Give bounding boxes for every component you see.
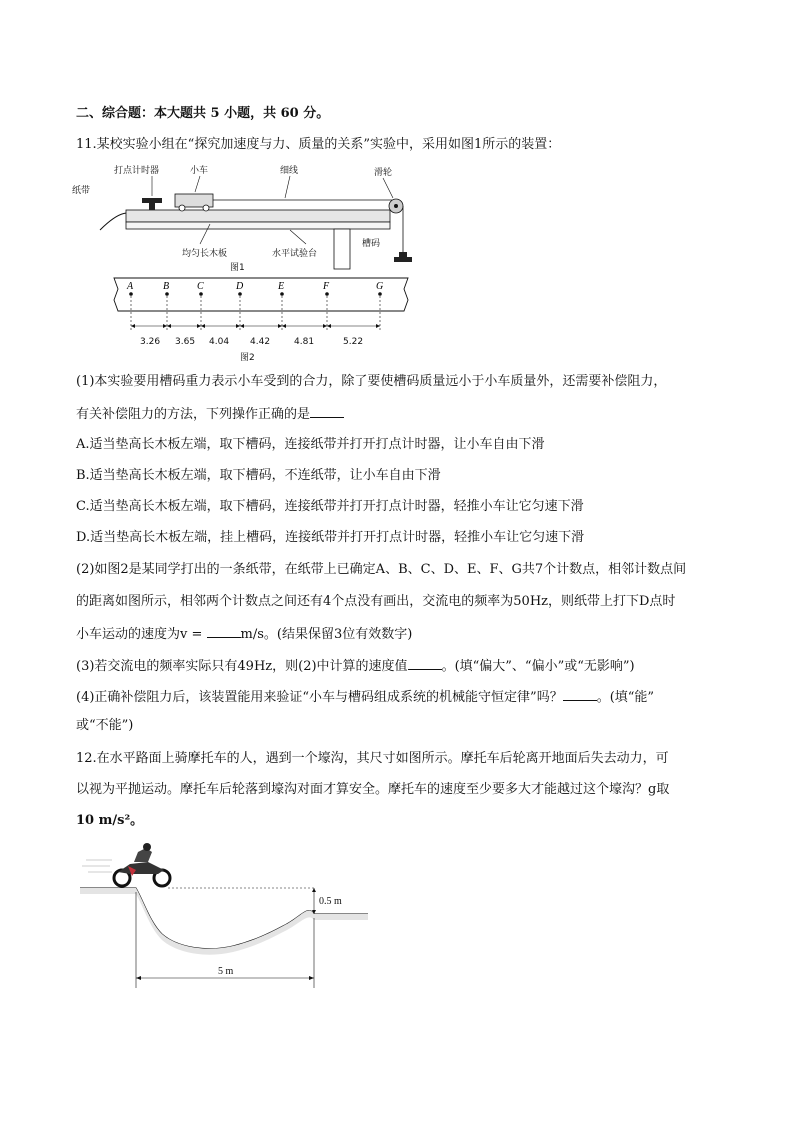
point-D [238, 292, 242, 296]
long-board [126, 210, 390, 222]
q11-part4b: 。(填“能” [596, 690, 655, 705]
weight-top [399, 252, 407, 257]
point-label-B: B [163, 281, 170, 292]
q11-part4-line2: 或“不能”) [76, 718, 134, 733]
point-A [129, 292, 133, 296]
q11-part2-line1: (2)如图2是某同学打出的一条纸带，在纸带上已确定A、B、C、D、E、F、G共7个计数点，相邻计数点间 [76, 562, 687, 577]
point-B [165, 292, 169, 296]
q11-part1-line2-wrap [76, 405, 344, 423]
table-top [126, 222, 390, 229]
option-d: D.适当垫高长木板左端，挂上槽码，连接纸带并打开打点计时器，轻推小车让它匀速下滑 [76, 530, 585, 545]
label-table: 水平试验台 [272, 249, 318, 259]
option-c: C.适当垫高长木板左端，取下槽码，连接纸带并打开打点计时器，轻推小车让它匀速下滑 [76, 499, 584, 514]
figure-1 [70, 160, 430, 275]
q11-part3 [76, 657, 635, 675]
point-C [199, 292, 203, 296]
timer-top [142, 198, 162, 203]
point-label-C: C [197, 281, 204, 292]
cart-wheel-right [203, 205, 209, 211]
option-b: B.适当垫高长木板左端，取下槽码，不连纸带，让小车自由下滑 [76, 468, 441, 483]
q11-part2-line3b: m/s。(结果保留3位有效数字) [240, 627, 413, 642]
section-heading: 二、综合题：本大题共 5 小题，共 60 分。 [76, 106, 330, 121]
q11-part2-line3a: 小车运动的速度为v = [76, 627, 207, 642]
caption-fig2: 图2 [240, 353, 255, 363]
answer-blank-4[interactable] [563, 688, 597, 701]
motorcycle [114, 843, 170, 886]
dist-EF: 4.81 [294, 337, 315, 347]
dist-BC: 3.65 [175, 337, 196, 347]
point-label-F: F [323, 281, 330, 292]
table-leg [334, 229, 350, 269]
dist-AB: 3.26 [140, 337, 161, 347]
label-string: 细线 [280, 166, 299, 176]
q11-part4 [76, 688, 654, 706]
point-label-E: E [278, 281, 285, 292]
label-tape: 纸带 [72, 186, 91, 196]
point-label-D: D [236, 281, 244, 292]
q12-line3: 10 m/s²。 [76, 813, 144, 828]
point-label-A: A [127, 281, 134, 292]
point-label-G: G [376, 281, 384, 292]
cart-wheel-left [179, 205, 185, 211]
q11-part1-line2: 有关补偿阻力的方法，下列操作正确的是 [76, 407, 311, 422]
width-label: 5 m [218, 966, 234, 977]
dist-FG: 5.22 [343, 337, 364, 347]
label-timer: 打点计时器 [114, 166, 160, 176]
q11-part3b: 。(填“偏大”、“偏小”或“无影响”) [441, 659, 635, 674]
tape-strip [114, 278, 408, 311]
timer-body [149, 203, 155, 210]
q11-part4a: (4)正确补偿阻力后，该装置能用来验证“小车与槽码组成系统的机械能守恒定律”吗？ [76, 690, 563, 705]
label-board: 均匀长木板 [182, 249, 228, 259]
height-label: 0.5 m [319, 896, 342, 907]
q11-stem: 11.某校实验小组在“探究加速度与力、质量的关系”实验中，采用如图1所示的装置： [76, 137, 561, 152]
caption-fig1: 图1 [230, 263, 245, 273]
q12-line2: 以视为平抛运动。摩托车后轮落到壕沟对面才算安全。摩托车的速度至少要多大才能越过这个壕沟？g取 [76, 782, 670, 797]
figure-2 [110, 274, 415, 366]
label-pulley: 滑轮 [374, 168, 393, 178]
answer-blank-1[interactable] [310, 405, 344, 418]
answer-blank-2[interactable] [207, 625, 241, 638]
q12-line1: 12.在水平路面上骑摩托车的人，遇到一个壕沟，其尺寸如图所示。摩托车后轮离开地面后失去动力，可 [76, 751, 669, 766]
rider-helmet [143, 843, 151, 851]
point-G [378, 292, 382, 296]
label-weight: 槽码 [362, 239, 381, 249]
point-E [280, 292, 284, 296]
weight-base [394, 257, 412, 262]
dist-CD: 4.04 [209, 337, 230, 347]
ditch-figure [78, 842, 378, 994]
dist-DE: 4.42 [250, 337, 271, 347]
q11-part1-line1: (1)本实验要用槽码重力表示小车受到的合力，除了要使槽码质量远小于小车质量外，还需要补偿阻力， [76, 374, 667, 389]
answer-blank-3[interactable] [408, 657, 442, 670]
q11-part2-line3 [76, 625, 412, 643]
q11-part3a: (3)若交流电的频率实际只有49Hz，则(2)中计算的速度值 [76, 659, 408, 674]
label-cart: 小车 [190, 166, 209, 176]
option-a: A.适当垫高长木板左端，取下槽码，连接纸带并打开打点计时器，让小车自由下滑 [76, 437, 545, 452]
point-F [325, 292, 329, 296]
q11-part2-line2: 的距离如图所示，相邻两个计数点之间还有4个点没有画出，交流电的频率为50Hz，则纸带上打下D点时 [76, 594, 676, 609]
